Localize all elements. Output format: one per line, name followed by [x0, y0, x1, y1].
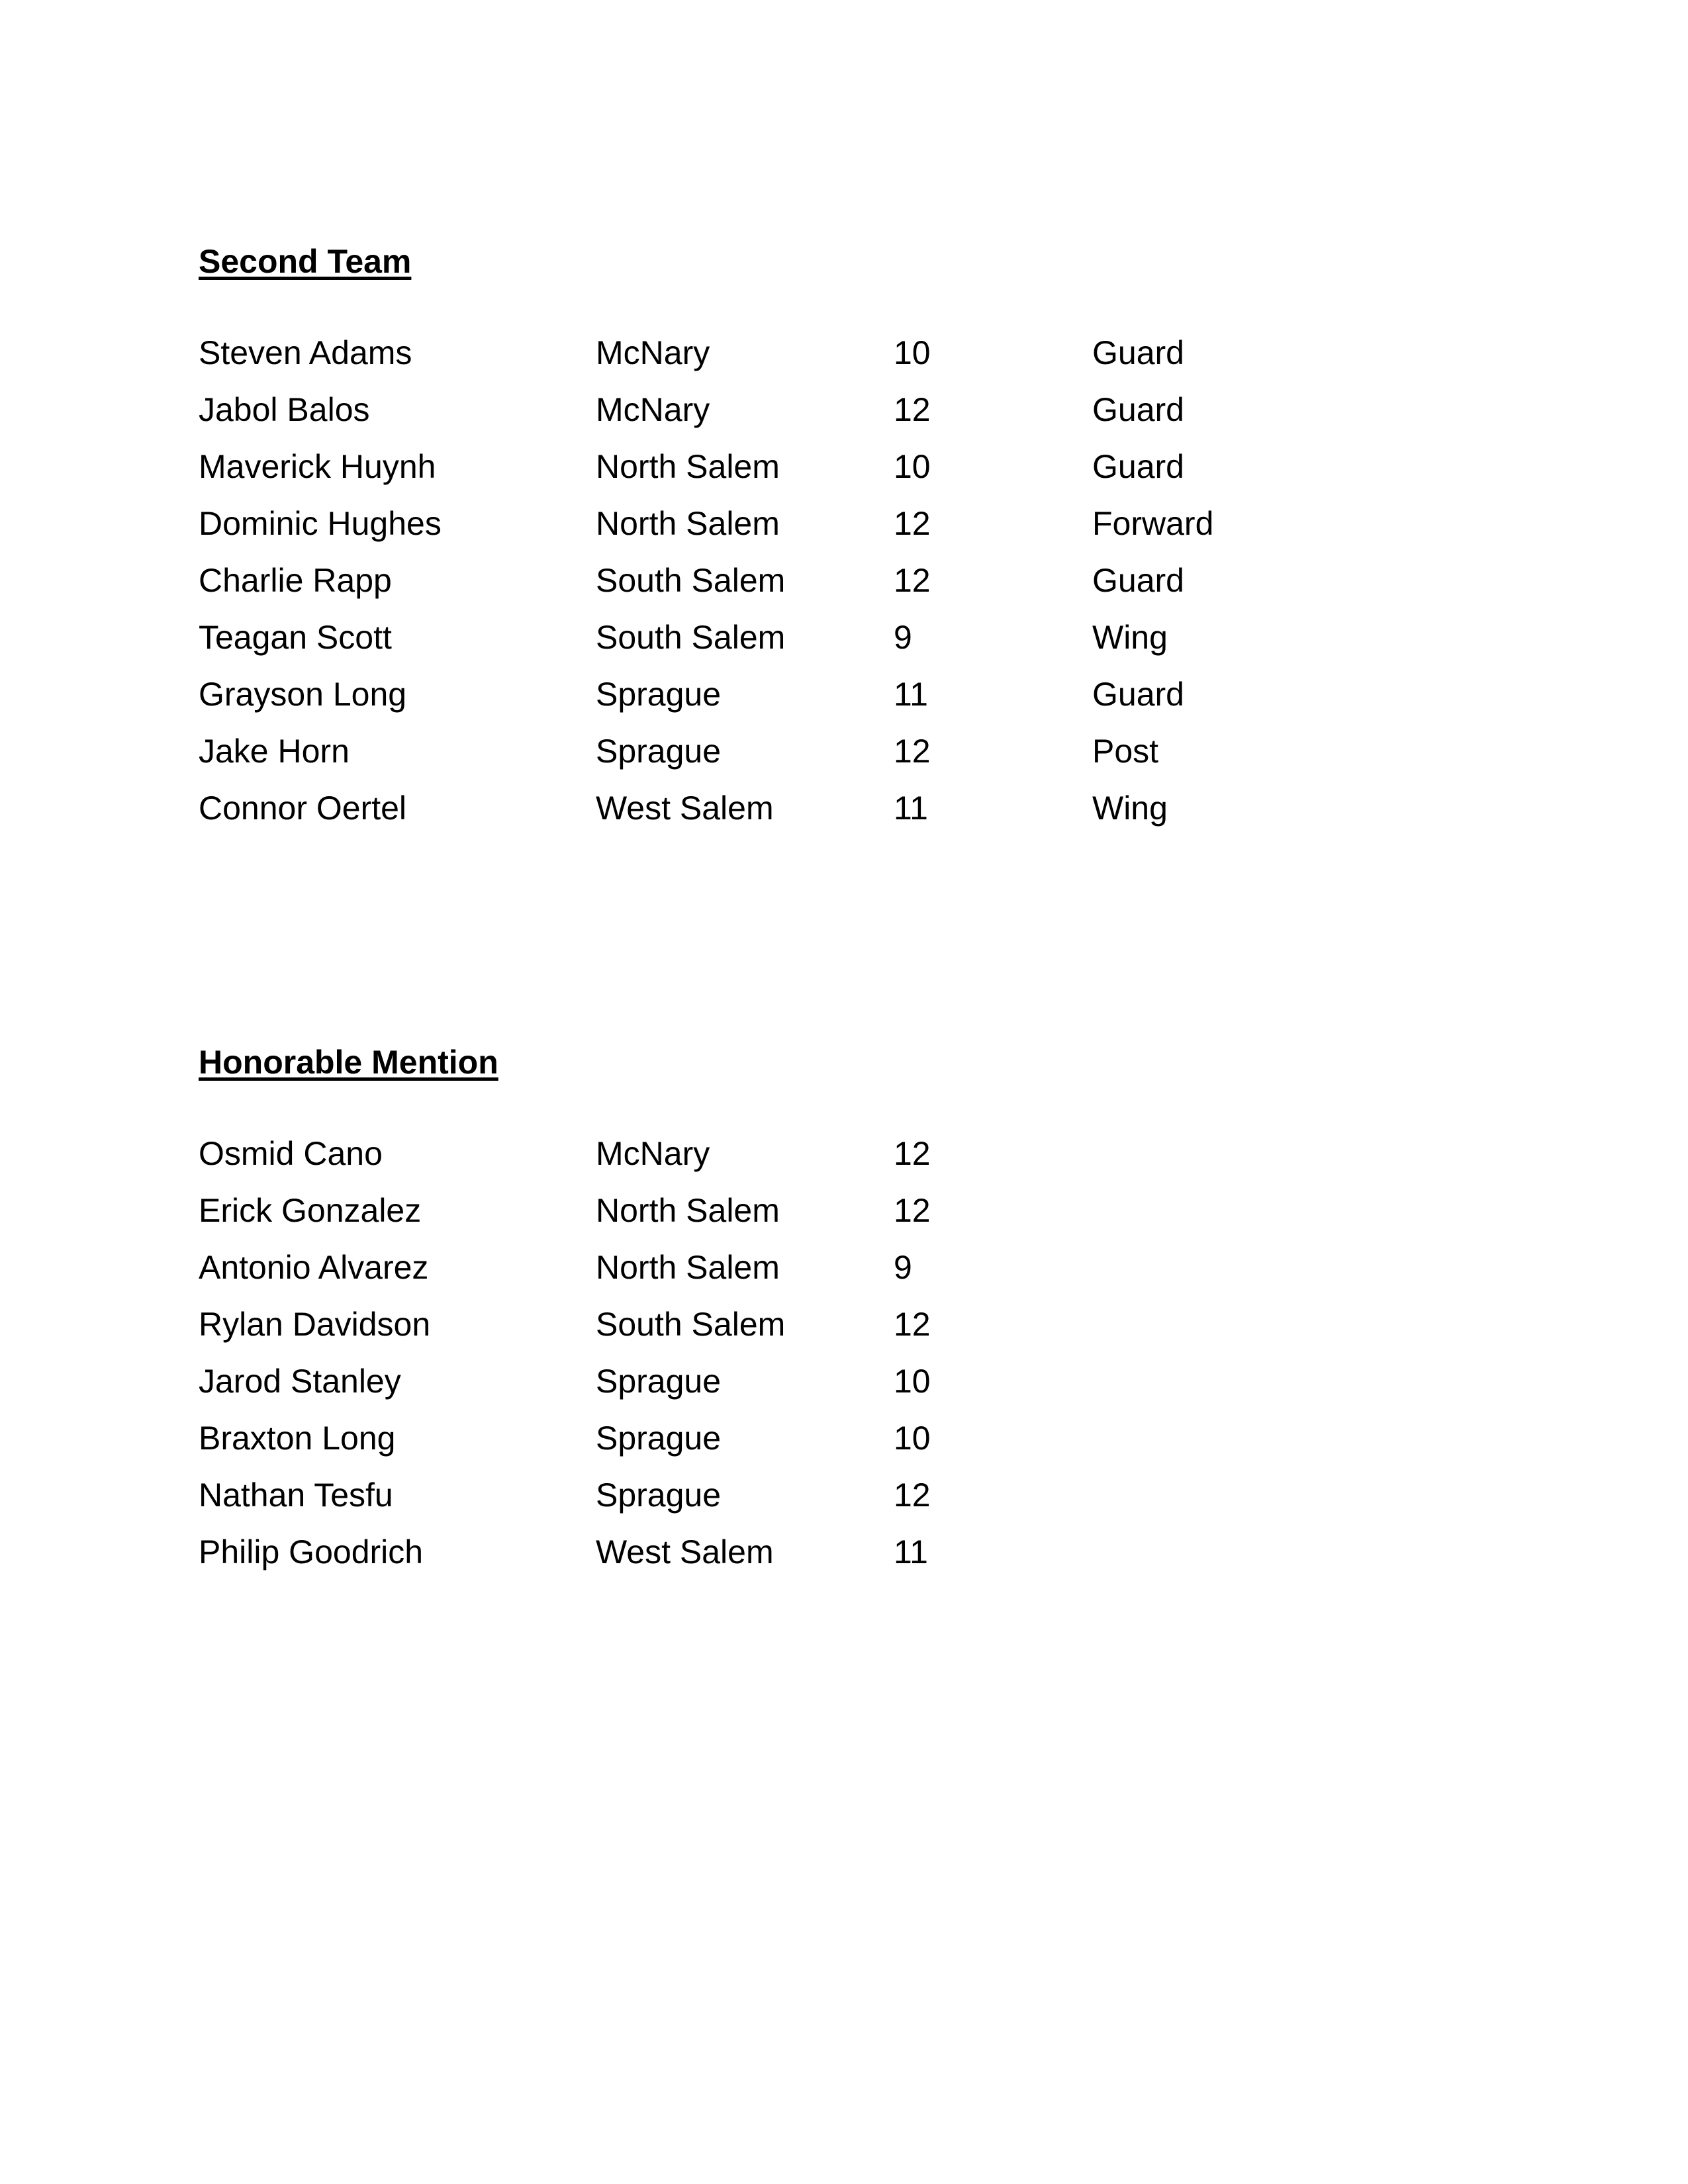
player-grade: 10	[894, 1363, 931, 1400]
player-school: Sprague	[596, 733, 722, 770]
player-row	[199, 1467, 1390, 1524]
player-grade: 12	[894, 1306, 931, 1343]
player-position: Guard	[1092, 676, 1184, 713]
honorable-mention-section	[199, 1039, 1390, 1580]
player-grade: 12	[894, 562, 931, 599]
second-team-section	[199, 238, 1390, 837]
player-position: Guard	[1092, 448, 1184, 485]
player-school: Sprague	[596, 1420, 722, 1457]
player-row	[199, 780, 1390, 837]
player-name: Jarod Stanley	[199, 1363, 401, 1400]
player-row	[199, 324, 1390, 381]
player-position: Guard	[1092, 562, 1184, 599]
player-name: Steven Adams	[199, 334, 412, 371]
player-row	[199, 1125, 1390, 1182]
player-row	[199, 1410, 1390, 1467]
player-school: North Salem	[596, 1249, 780, 1286]
player-school: Sprague	[596, 676, 722, 713]
player-row	[199, 1353, 1390, 1410]
player-school: North Salem	[596, 1192, 780, 1229]
player-row	[199, 723, 1390, 780]
player-name: Connor Oertel	[199, 790, 407, 827]
player-school: North Salem	[596, 505, 780, 542]
player-grade: 12	[894, 1192, 931, 1229]
player-row	[199, 381, 1390, 438]
player-name: Osmid Cano	[199, 1135, 383, 1172]
player-position: Wing	[1092, 790, 1168, 827]
player-position: Wing	[1092, 619, 1168, 656]
player-school: South Salem	[596, 562, 786, 599]
player-school: West Salem	[596, 1533, 774, 1570]
player-school: McNary	[596, 334, 710, 371]
player-school: McNary	[596, 1135, 710, 1172]
player-position: Post	[1092, 733, 1159, 770]
player-position: Forward	[1092, 505, 1214, 542]
player-name: Charlie Rapp	[199, 562, 392, 599]
player-row	[199, 1239, 1390, 1296]
player-school: South Salem	[596, 1306, 786, 1343]
player-school: McNary	[596, 391, 710, 428]
player-name: Teagan Scott	[199, 619, 392, 656]
player-grade: 11	[894, 790, 928, 827]
player-name: Philip Goodrich	[199, 1533, 424, 1570]
player-row	[199, 1296, 1390, 1353]
player-name: Nathan Tesfu	[199, 1477, 393, 1514]
player-school: South Salem	[596, 619, 786, 656]
player-grade: 10	[894, 1420, 931, 1457]
player-position: Guard	[1092, 391, 1184, 428]
player-row	[199, 1182, 1390, 1239]
player-row	[199, 552, 1390, 609]
player-name: Dominic Hughes	[199, 505, 442, 542]
player-grade: 9	[894, 1249, 912, 1286]
player-row	[199, 438, 1390, 495]
player-name: Jake Horn	[199, 733, 350, 770]
player-grade: 12	[894, 733, 931, 770]
player-grade: 11	[894, 676, 928, 713]
player-school: West Salem	[596, 790, 774, 827]
second-team-list	[199, 324, 1390, 837]
player-grade: 10	[894, 334, 931, 371]
player-grade: 9	[894, 619, 912, 656]
honorable-mention-heading: Honorable Mention	[199, 1044, 498, 1081]
player-name: Erick Gonzalez	[199, 1192, 422, 1229]
player-name: Jabol Balos	[199, 391, 370, 428]
player-name: Antonio Alvarez	[199, 1249, 429, 1286]
player-school: North Salem	[596, 448, 780, 485]
player-row	[199, 495, 1390, 552]
player-grade: 11	[894, 1533, 928, 1570]
second-team-heading: Second Team	[199, 243, 412, 280]
player-row	[199, 1524, 1390, 1580]
player-name: Rylan Davidson	[199, 1306, 431, 1343]
player-school: Sprague	[596, 1363, 722, 1400]
player-position: Guard	[1092, 334, 1184, 371]
player-grade: 12	[894, 1135, 931, 1172]
player-row	[199, 666, 1390, 723]
honorable-mention-list	[199, 1125, 1390, 1580]
player-grade: 12	[894, 391, 931, 428]
player-name: Braxton Long	[199, 1420, 396, 1457]
player-school: Sprague	[596, 1477, 722, 1514]
player-name: Grayson Long	[199, 676, 407, 713]
player-name: Maverick Huynh	[199, 448, 436, 485]
player-grade: 10	[894, 448, 931, 485]
player-row	[199, 609, 1390, 666]
player-grade: 12	[894, 505, 931, 542]
player-grade: 12	[894, 1477, 931, 1514]
